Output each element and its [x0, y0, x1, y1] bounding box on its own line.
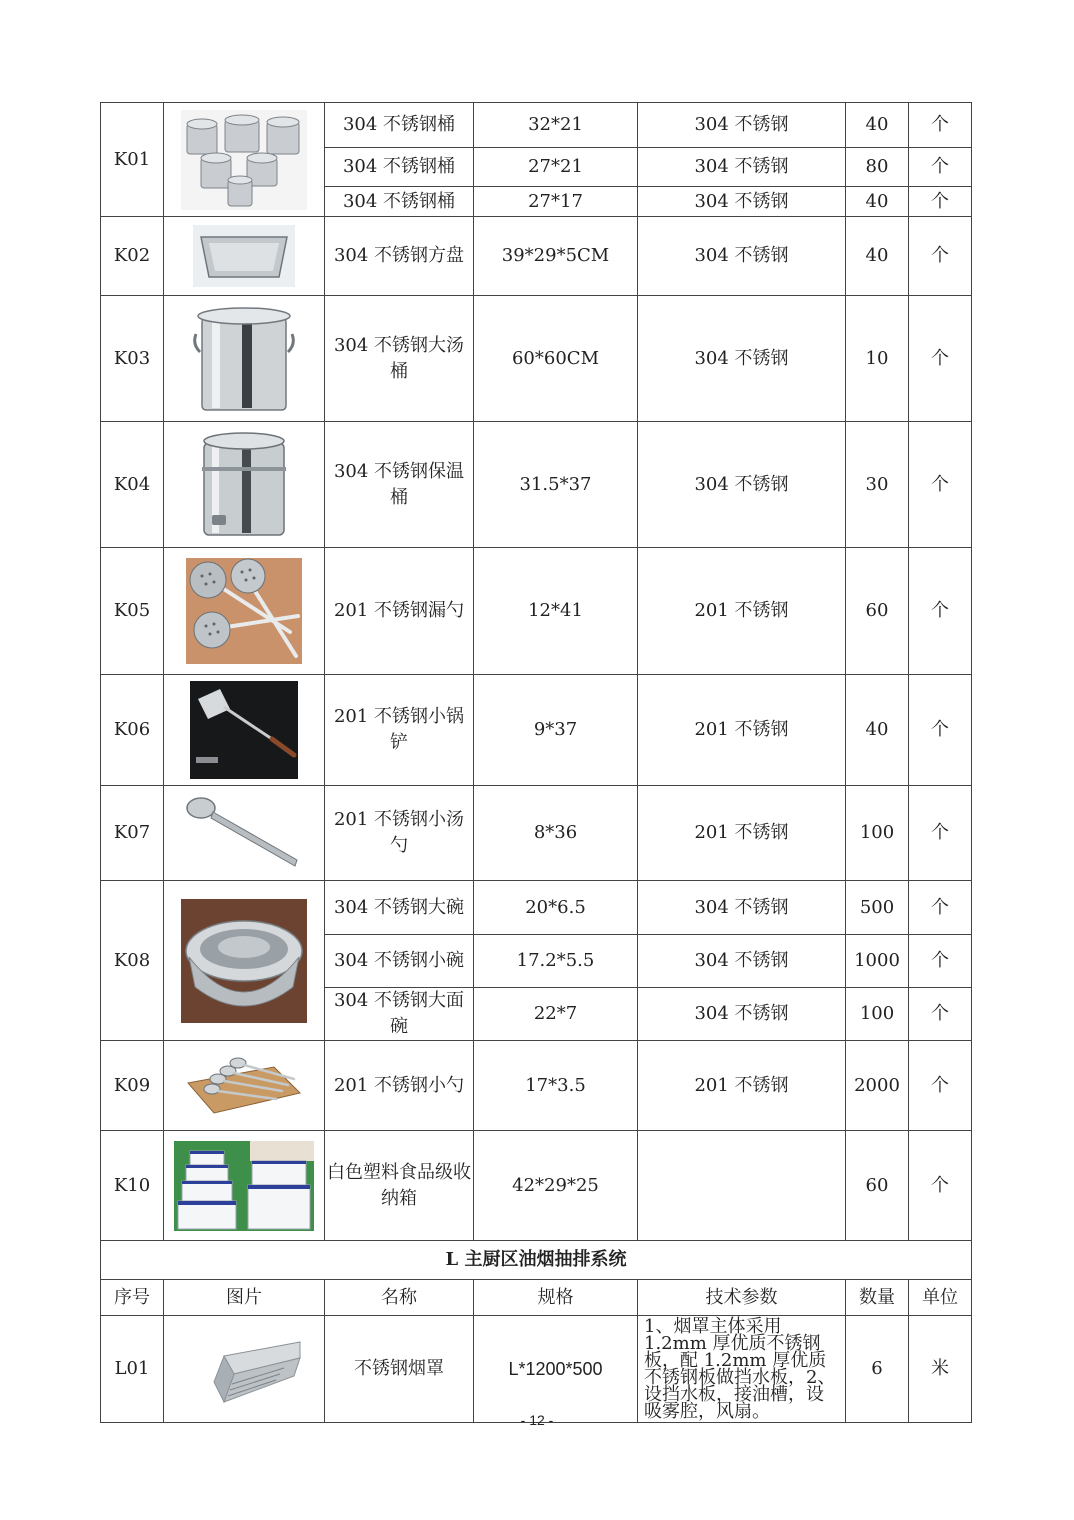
- item-image: [164, 548, 325, 675]
- item-name: 304 不锈钢大汤桶: [325, 296, 474, 422]
- item-spec: 8*36: [474, 786, 638, 881]
- table-row: [101, 1131, 972, 1241]
- stock-pots-icon: [181, 110, 307, 210]
- item-name: 304 不锈钢保温桶: [325, 422, 474, 548]
- square-tray-icon: [193, 225, 295, 287]
- item-spec: 39*29*5CM: [474, 217, 638, 296]
- item-image: [164, 1131, 325, 1241]
- item-unit: 个: [909, 217, 972, 296]
- item-unit: 个: [909, 881, 972, 935]
- item-code: K01: [101, 103, 164, 217]
- storage-boxes-icon: [174, 1141, 314, 1231]
- item-qty: 80: [846, 148, 909, 187]
- header-spec: 规格: [474, 1280, 638, 1316]
- item-name: 304 不锈钢方盘: [325, 217, 474, 296]
- table-row: [101, 422, 972, 548]
- item-tech: 304 不锈钢: [638, 217, 846, 296]
- table-row: [101, 881, 972, 935]
- item-name: 304 不锈钢大面碗: [325, 988, 474, 1041]
- item-unit: 个: [909, 148, 972, 187]
- item-qty: 60: [846, 548, 909, 675]
- header-no: 序号: [101, 1280, 164, 1316]
- table-row: [101, 217, 972, 296]
- item-qty: 2000: [846, 1041, 909, 1131]
- item-tech: 304 不锈钢: [638, 881, 846, 935]
- item-qty: 30: [846, 422, 909, 548]
- table-row: [101, 103, 972, 148]
- item-qty: 10: [846, 296, 909, 422]
- item-qty: 6: [846, 1316, 909, 1423]
- item-spec: L*1200*500: [474, 1316, 638, 1423]
- item-tech: 1、烟罩主体采用 1.2mm 厚优质不锈钢板，配 1.2mm 厚优质不锈钢板做挡水板，2、设挡水板，接油槽，设吸雾腔，风扇。: [638, 1316, 846, 1423]
- item-image: [164, 1041, 325, 1131]
- item-image: [164, 422, 325, 548]
- item-unit: 个: [909, 422, 972, 548]
- item-name: 201 不锈钢漏勺: [325, 548, 474, 675]
- item-tech: 304 不锈钢: [638, 103, 846, 148]
- item-unit: 个: [909, 988, 972, 1041]
- range-hood-icon: [184, 1334, 304, 1404]
- item-spec: 17.2*5.5: [474, 935, 638, 988]
- item-unit: 个: [909, 187, 972, 217]
- table-header-row: [101, 1280, 972, 1316]
- item-unit: 个: [909, 786, 972, 881]
- table-row: [101, 548, 972, 675]
- item-spec: 32*21: [474, 103, 638, 148]
- item-qty: 100: [846, 786, 909, 881]
- header-tech: 技术参数: [638, 1280, 846, 1316]
- item-spec: 17*3.5: [474, 1041, 638, 1131]
- equipment-table: [100, 102, 972, 1423]
- section-title: L 主厨区油烟抽排系统: [101, 1241, 972, 1280]
- item-name: 304 不锈钢桶: [325, 148, 474, 187]
- item-name: 201 不锈钢小勺: [325, 1041, 474, 1131]
- item-spec: 9*37: [474, 675, 638, 786]
- item-spec: 27*17: [474, 187, 638, 217]
- item-qty: 500: [846, 881, 909, 935]
- item-qty: 100: [846, 988, 909, 1041]
- item-image: [164, 103, 325, 217]
- item-tech: 304 不锈钢: [638, 187, 846, 217]
- header-pic: 图片: [164, 1280, 325, 1316]
- item-qty: 60: [846, 1131, 909, 1241]
- item-tech: [638, 1131, 846, 1241]
- item-spec: 27*21: [474, 148, 638, 187]
- item-name: 白色塑料食品级收纳箱: [325, 1131, 474, 1241]
- skimmer-ladle-icon: [186, 558, 302, 664]
- item-spec: 12*41: [474, 548, 638, 675]
- item-qty: 40: [846, 187, 909, 217]
- table-row: [101, 1041, 972, 1131]
- item-image: [164, 217, 325, 296]
- item-image: [164, 786, 325, 881]
- item-code: K06: [101, 675, 164, 786]
- item-unit: 个: [909, 1041, 972, 1131]
- item-name: 304 不锈钢小碗: [325, 935, 474, 988]
- item-code: K02: [101, 217, 164, 296]
- item-tech: 201 不锈钢: [638, 675, 846, 786]
- item-qty: 40: [846, 103, 909, 148]
- item-code: K03: [101, 296, 164, 422]
- item-unit: 个: [909, 296, 972, 422]
- item-name: 304 不锈钢桶: [325, 187, 474, 217]
- bowls-icon: [181, 899, 307, 1023]
- item-code: K04: [101, 422, 164, 548]
- item-tech: 201 不锈钢: [638, 548, 846, 675]
- table-row: [101, 675, 972, 786]
- table-row: [101, 786, 972, 881]
- section-title-row: [101, 1241, 972, 1280]
- item-unit: 个: [909, 548, 972, 675]
- item-qty: 40: [846, 217, 909, 296]
- item-spec: 60*60CM: [474, 296, 638, 422]
- item-unit: 个: [909, 935, 972, 988]
- item-image: [164, 881, 325, 1041]
- item-code: K09: [101, 1041, 164, 1131]
- item-unit: 个: [909, 103, 972, 148]
- item-spec: 42*29*25: [474, 1131, 638, 1241]
- item-tech: 201 不锈钢: [638, 786, 846, 881]
- item-unit: 个: [909, 1131, 972, 1241]
- item-unit: 个: [909, 675, 972, 786]
- page-number: - 12 -: [520, 1412, 554, 1428]
- item-image: [164, 675, 325, 786]
- item-qty: 1000: [846, 935, 909, 988]
- soup-bucket-icon: [192, 304, 296, 414]
- item-name: 201 不锈钢小汤勺: [325, 786, 474, 881]
- item-name: 201 不锈钢小锅铲: [325, 675, 474, 786]
- item-tech: 201 不锈钢: [638, 1041, 846, 1131]
- table-row: [101, 1316, 972, 1423]
- item-code: K05: [101, 548, 164, 675]
- item-image: [164, 1316, 325, 1423]
- item-name: 304 不锈钢桶: [325, 103, 474, 148]
- item-image: [164, 296, 325, 422]
- item-tech: 304 不锈钢: [638, 148, 846, 187]
- header-name: 名称: [325, 1280, 474, 1316]
- header-unit: 单位: [909, 1280, 972, 1316]
- item-code: K10: [101, 1131, 164, 1241]
- item-code: L01: [101, 1316, 164, 1423]
- item-qty: 40: [846, 675, 909, 786]
- header-qty: 数量: [846, 1280, 909, 1316]
- item-unit: 米: [909, 1316, 972, 1423]
- item-code: K08: [101, 881, 164, 1041]
- item-code: K07: [101, 786, 164, 881]
- item-tech: 304 不锈钢: [638, 988, 846, 1041]
- soup-ladle-icon: [185, 794, 303, 872]
- item-spec: 20*6.5: [474, 881, 638, 935]
- spatula-icon: [190, 681, 298, 779]
- item-name: 304 不锈钢大碗: [325, 881, 474, 935]
- item-spec: 31.5*37: [474, 422, 638, 548]
- table-row: [101, 296, 972, 422]
- item-tech: 304 不锈钢: [638, 422, 846, 548]
- item-name: 不锈钢烟罩: [325, 1316, 474, 1423]
- insulated-bucket-icon: [196, 429, 292, 541]
- item-tech: 304 不锈钢: [638, 296, 846, 422]
- spoons-box-icon: [184, 1053, 304, 1119]
- item-tech: 304 不锈钢: [638, 935, 846, 988]
- item-spec: 22*7: [474, 988, 638, 1041]
